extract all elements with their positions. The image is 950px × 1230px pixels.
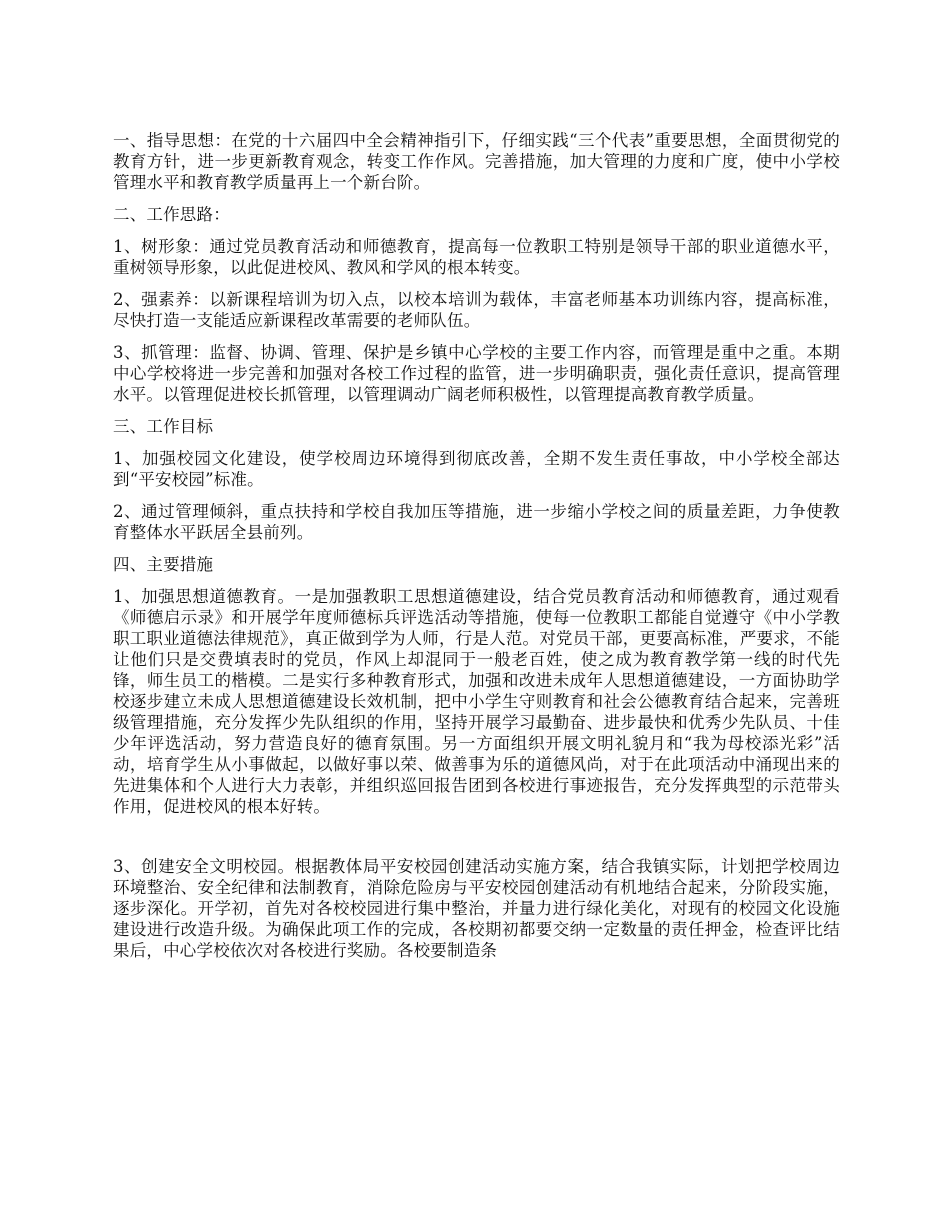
document-body (113, 130, 840, 972)
paragraph-grasp-management: 3、抓管理：监督、协调、管理、保护是乡镇中心学校的主要工作内容，而管理是重中之重。本期中心学校将进一步完善和加强对各校工作过程的监管，进一步明确职责，强化责任意识，提高管理水平。以管理促进校长抓管理，以管理调动广阔老师积极性，以管理提高教育教学质量。 (113, 343, 840, 404)
heading-work-approach: 二、工作思路： (113, 205, 230, 224)
paragraph-safe-campus: 3、创建安全文明校园。根据教体局平安校园创建活动实施方案，结合我镇实际，计划把学校周边环境整治、安全纪律和法制教育，消除危险房与平安校园创建活动有机地结合起来，分阶段实施，逐步深化。开学初，首先对各校校园进行集中整治，并量力进行绿化美化，对现有的校园文化设施建设进行改造升级。为确保此项工作的完成，各校期初都要交纳一定数量的责任押金，检查评比结果后，中心学校依次对各校进行奖励。各校要制造条 (113, 857, 840, 960)
heading-main-measures: 四、主要措施 (113, 555, 214, 574)
paragraph-build-image: 1、树形象：通过党员教育活动和师德教育，提高每一位教职工特别是领导干部的职业道德水平，重树领导形象，以此促进校风、教风和学风的根本转变。 (113, 237, 840, 277)
paragraph-guiding-ideology: 一、指导思想：在党的十六届四中全会精神指引下，仔细实践“三个代表”重要思想，全面贯彻党的教育方针，进一步更新教育观念，转变工作作风。完善措施，加大管理的力度和广度，使中小学校管理水平和教育教学质量再上一个新台阶。 (113, 131, 840, 192)
heading-work-goals: 三、工作目标 (113, 417, 214, 436)
paragraph-strengthen-quality: 2、强素养：以新课程培训为切入点，以校本培训为载体，丰富老师基本功训练内容，提高标准，尽快打造一支能适应新课程改革需要的老师队伍。 (113, 290, 840, 330)
paragraph-moral-education: 1、加强思想道德教育。一是加强教职工思想道德建设，结合党员教育活动和师德教育，通过观看《师德启示录》和开展学年度师德标兵评选活动等措施，使每一位教职工都能自觉遵守《中小学教职工职业道德法律规范》，真正做到学为人师，行是人范。对党员干部，更要高标准，严要求，不能让他们只是交费填表时的党员，作风上却混同于一般老百姓，使之成为教育教学第一线的时代先锋，师生员工的楷模。二是实行多种教育形式，加强和改进未成年人思想道德建设，一方面协助学校逐步建立未成人思想道德建设长效机制，把中小学生守则教育和社会公德教育结合起来，完善班级管理措施，充分发挥少先队组织的作用，坚持开展学习最勤奋、进步最快和优秀少先队员、十佳少年评选活动，努力营造良好的德育氛围。另一方面组织开展文明礼貌月和“我为母校添光彩”活动，培育学生从小事做起，以做好事以荣、做善事为乐的道德风尚，对于在此项活动中涌现出来的先进集体和个人进行大力表彰，并组织巡回报告团到各校进行事迹报告，充分发挥典型的示范带头作用，促进校风的根本好转。 (113, 587, 840, 816)
paragraph-goal-quality-gap: 2、通过管理倾斜，重点扶持和学校自我加压等措施，进一步缩小学校之间的质量差距，力争使教育整体水平跃居全县前列。 (113, 502, 840, 542)
paragraph-goal-campus-culture: 1、加强校园文化建设，使学校周边环境得到彻底改善，全期不发生责任事故，中小学校全部达到“平安校园”标准。 (113, 449, 840, 489)
